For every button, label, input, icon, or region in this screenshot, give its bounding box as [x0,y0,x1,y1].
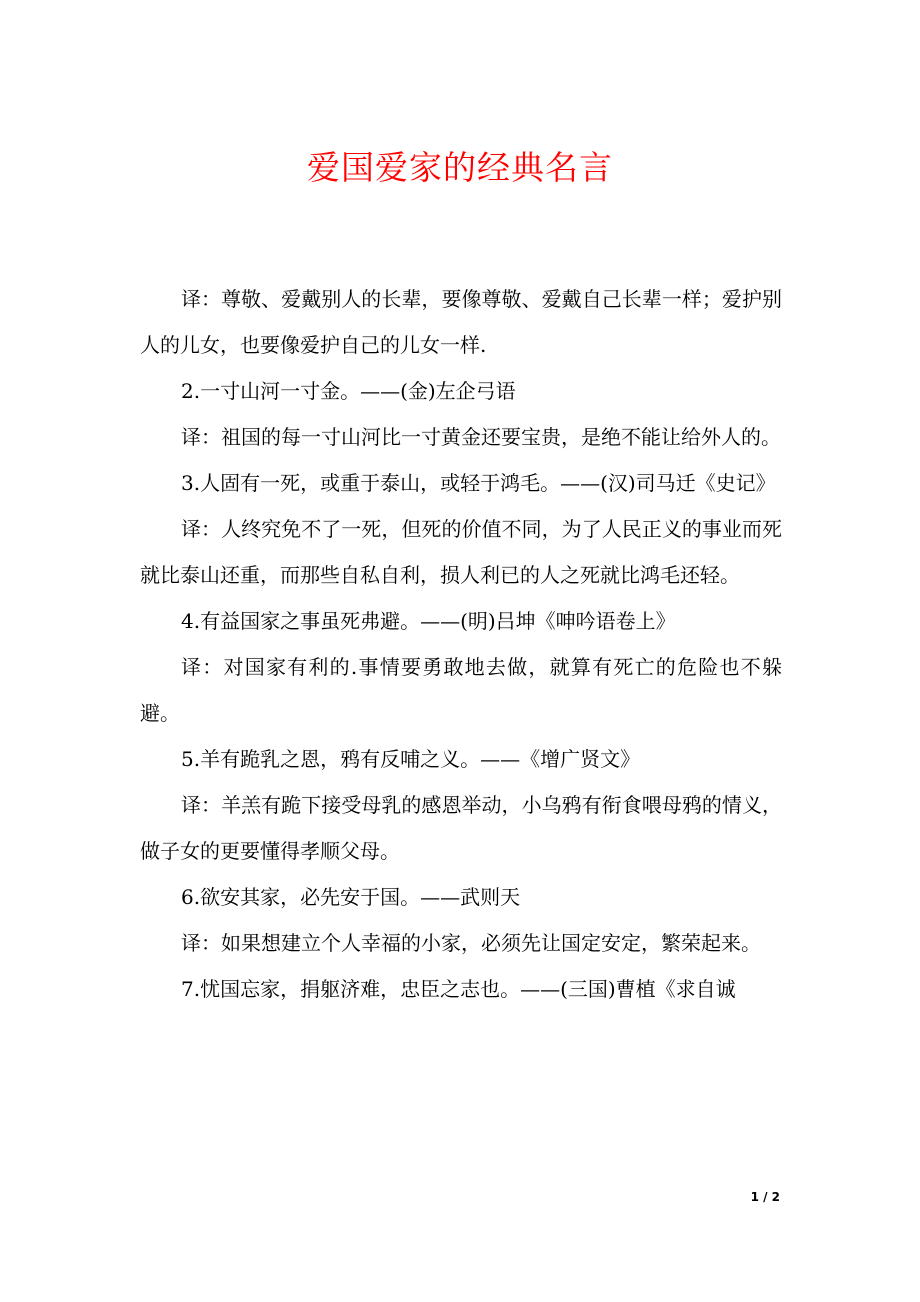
document-body [140,276,782,1012]
document-title: 爱国爱家的经典名言 [307,148,613,187]
page-number: 1 / 2 [750,1190,780,1204]
quote-paragraph: 2.一寸山河一寸金。——(金)左企弓语 [181,379,516,403]
paragraph: 译：如果想建立个人幸福的小家，必须先让国定安定，繁荣起来。 [181,931,761,955]
quote-paragraph: 3.人固有一死，或重于泰山，或轻于鸿毛。——(汉)司马迁《史记》 [181,471,776,495]
quote-paragraph: 5.羊有跪乳之恩，鸦有反哺之义。——《增广贤文》 [181,747,641,771]
quote-paragraph: 4.有益国家之事虽死弗避。——(明)吕坤《呻吟语卷上》 [181,609,676,633]
paragraph: 译：尊敬、爱戴别人的长辈，要像尊敬、爱戴自己长辈一样；爱护别人的儿女，也要像爱护自己的儿女一样. [140,287,782,357]
paragraph: 译：对国家有利的.事情要勇敢地去做，就算有死亡的危险也不躲避。 [140,655,782,725]
paragraph: 译：人终究免不了一死，但死的价值不同，为了人民正义的事业而死就比泰山还重，而那些自私自利，损人利已的人之死就比鸿毛还轻。 [140,517,782,587]
paragraph: 译：祖国的每一寸山河比一寸黄金还要宝贵，是绝不能让给外人的。 [181,425,781,449]
paragraph: 译：羊羔有跪下接受母乳的感恩举动，小乌鸦有衔食喂母鸦的情义，做子女的更要懂得孝顺父母。 [140,793,782,863]
quote-paragraph: 6.欲安其家，必先安于国。——武则天 [181,885,521,909]
quote-paragraph: 7.忧国忘家，捐躯济难，忠臣之志也。——(三国)曹植《求自诚 [181,977,736,1001]
